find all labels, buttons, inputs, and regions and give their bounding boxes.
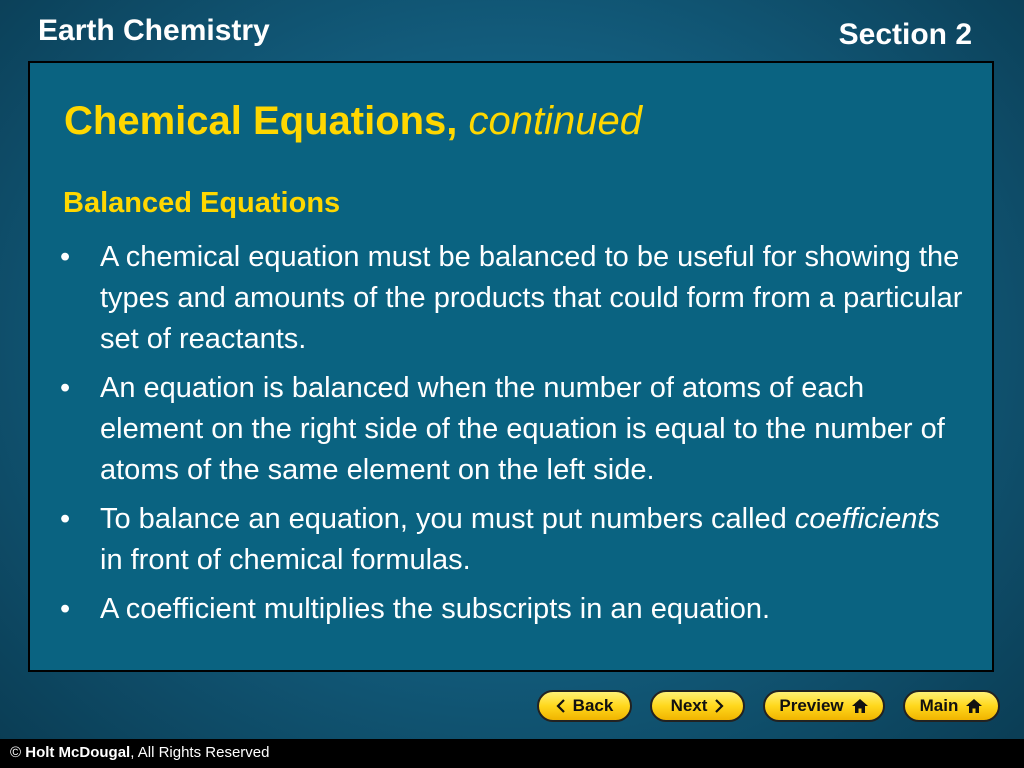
home-icon bbox=[965, 698, 983, 714]
back-button-label: Back bbox=[572, 696, 614, 715]
footer bbox=[0, 739, 1024, 768]
rights-text: , All Rights Reserved bbox=[130, 744, 270, 761]
section-title: Section 2 bbox=[838, 18, 972, 51]
course-title: Earth Chemistry bbox=[38, 14, 270, 47]
main-button[interactable] bbox=[903, 690, 1000, 722]
chevron-left-icon bbox=[556, 699, 566, 713]
copyright bbox=[10, 744, 269, 761]
back-button[interactable] bbox=[537, 690, 632, 722]
bullet-list bbox=[60, 237, 965, 638]
bullet-marker: • bbox=[60, 503, 71, 535]
content-panel bbox=[28, 61, 994, 672]
bullet-text-before: To balance an equation, you must put numbers called bbox=[100, 503, 795, 535]
slide-title-main: Chemical Equations, bbox=[64, 99, 458, 143]
bullet-text-after: in front of chemical formulas. bbox=[100, 544, 471, 576]
slide-title-suffix: continued bbox=[468, 99, 643, 143]
home-icon bbox=[851, 698, 869, 714]
preview-button[interactable] bbox=[763, 690, 885, 722]
subheading: Balanced Equations bbox=[63, 187, 341, 219]
bullet-marker: • bbox=[60, 372, 71, 404]
nav-bar bbox=[537, 690, 1000, 722]
bullet-item bbox=[60, 499, 965, 581]
slide-title bbox=[64, 97, 642, 145]
next-button-label: Next bbox=[670, 696, 708, 715]
preview-button-label: Preview bbox=[779, 696, 844, 715]
bullet-text: A chemical equation must be balanced to be useful for showing the types and amounts of the products that could form from a particular set of reactants. bbox=[100, 241, 963, 355]
copyright-symbol: © bbox=[10, 744, 22, 761]
chevron-right-icon bbox=[714, 699, 724, 713]
next-button[interactable] bbox=[650, 690, 745, 722]
bullet-marker: • bbox=[60, 593, 71, 625]
bullet-marker: • bbox=[60, 241, 71, 273]
bullet-text: A coefficient multiplies the subscripts in an equation. bbox=[100, 593, 771, 625]
bullet-item bbox=[60, 237, 965, 360]
main-button-label: Main bbox=[919, 696, 959, 715]
publisher-name: Holt McDougal bbox=[25, 744, 131, 761]
bullet-item bbox=[60, 368, 965, 491]
bullet-item bbox=[60, 589, 965, 630]
bullet-emphasis: coefficients bbox=[794, 503, 940, 535]
bullet-text: An equation is balanced when the number of atoms of each element on the right side of the equation is equal to the number of atoms of the same element on the left side. bbox=[100, 372, 945, 486]
